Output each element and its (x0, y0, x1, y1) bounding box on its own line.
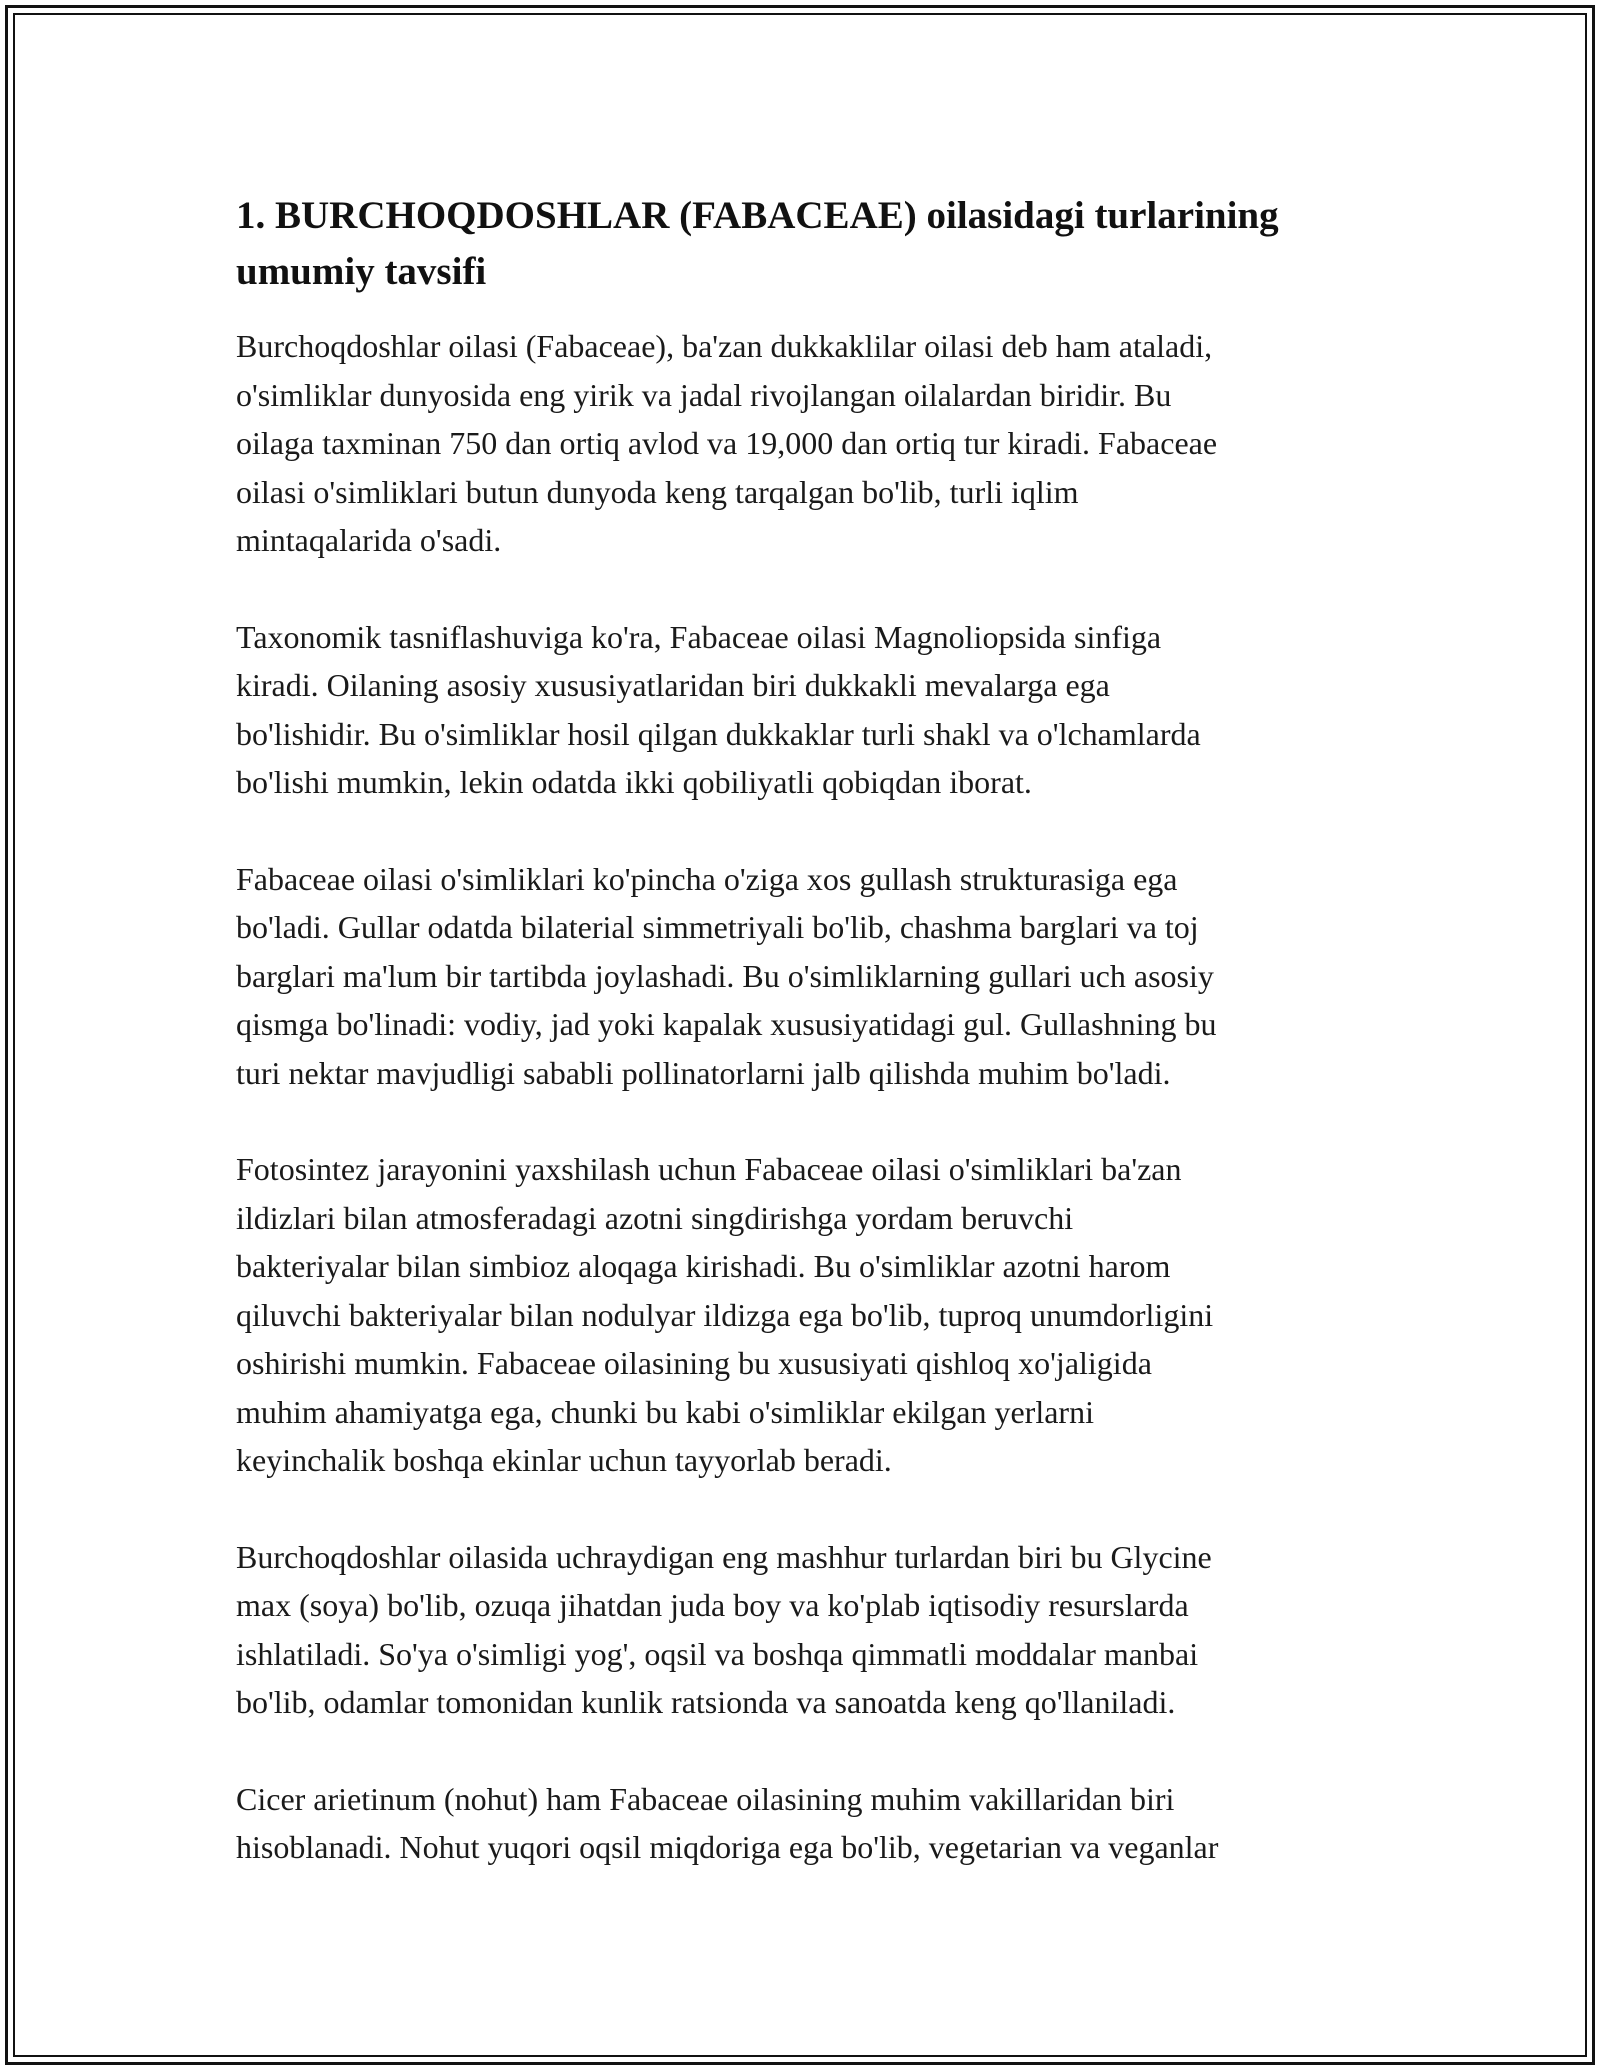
text-line: Fotosintez jarayonini yaxshilash uchun Fabaceae oilasi o'simliklari ba'zan (236, 1151, 1182, 1187)
text-line: kiradi. Oilaning asosiy xususiyatlaridan biri dukkakli mevalarga ega (236, 667, 1110, 703)
document-body (236, 188, 1366, 1920)
text-line: keyinchalik boshqa ekinlar uchun tayyorlab beradi. (236, 1442, 892, 1478)
text-line: mintaqalarida o'sadi. (236, 522, 502, 558)
text-line: oshirishi mumkin. Fabaceae oilasining bu xususiyati qishloq xo'jaligida (236, 1345, 1152, 1381)
title-line: umumiy tavsifi (236, 250, 487, 293)
text-line: Taxonomik tasniflashuviga ko'ra, Fabaceae oilasi Magnoliopsida sinfiga (236, 618, 1162, 655)
text-line: barglari ma'lum bir tartibda joylashadi. Bu o'simliklarning gullari uch asosiy (236, 957, 1214, 994)
paragraph-chickpea (236, 1775, 1366, 1872)
text-line: Burchoqdoshlar oilasi (Fabaceae), ba'zan dukkaklilar oilasi deb ham ataladi, (236, 328, 1213, 364)
paragraph-intro (236, 322, 1366, 565)
paragraph-soybean (236, 1533, 1366, 1727)
text-line: bo'lib, odamlar tomonidan kunlik ratsionda va sanoatda keng qo'llaniladi. (236, 1684, 1176, 1720)
text-line: qismga bo'linadi: vodiy, jad yoki kapalak xususiyatidagi gul. Gullashning bu (236, 1006, 1217, 1042)
text-line: oilasi o'simliklari butun dunyoda keng tarqalgan bo'lib, turli iqlim (236, 473, 1079, 510)
text-line: oilaga taxminan 750 dan ortiq avlod va 19,000 dan ortiq tur kiradi. Fabaceae (236, 425, 1218, 461)
text-line: max (soya) bo'lib, ozuqa jihatdan juda boy va ko'plab iqtisodiy resurslarda (236, 1587, 1189, 1623)
text-line: bo'lishidir. Bu o'simliklar hosil qilgan dukkaklar turli shakl va o'lchamlarda (236, 715, 1201, 752)
text-line: muhim ahamiyatga ega, chunki bu kabi o'simliklar ekilgan yerlarni (236, 1393, 1094, 1430)
text-line: Burchoqdoshlar oilasida uchraydigan eng mashhur turlardan biri bu Glycine (236, 1538, 1212, 1575)
text-line: bo'lishi mumkin, lekin odatda ikki qobiliyatli qobiqdan iborat. (236, 764, 1032, 800)
title-line: 1. BURCHOQDOSHLAR (FABACEAE) oilasidagi turlarining (236, 194, 1279, 237)
text-line: Fabaceae oilasi o'simliklari ko'pincha o'ziga xos gullash strukturasiga ega (236, 860, 1178, 897)
text-line: bakteriyalar bilan simbioz aloqaga kirishadi. Bu o'simliklar azotni harom (236, 1248, 1171, 1284)
text-line: bo'ladi. Gullar odatda bilaterial simmetriyali bo'lib, chashma barglari va toj (236, 909, 1199, 945)
text-line: turi nektar mavjudligi sababli pollinatorlarni jalb qilishda muhim bo'ladi. (236, 1054, 1171, 1091)
paragraph-flowers (236, 855, 1366, 1098)
paragraph-nitrogen (236, 1145, 1366, 1485)
text-line: Cicer arietinum (nohut) ham Fabaceae oilasining muhim vakillaridan biri (236, 1780, 1175, 1817)
section-title (236, 188, 1366, 300)
text-line: hisoblanadi. Nohut yuqori oqsil miqdoriga ega bo'lib, vegetarian va veganlar (236, 1829, 1219, 1865)
text-line: ildizlari bilan atmosferadagi azotni singdirishga yordam beruvchi (236, 1199, 1074, 1236)
text-line: o'simliklar dunyosida eng yirik va jadal rivojlangan oilalardan biridir. Bu (236, 376, 1172, 413)
text-line: qiluvchi bakteriyalar bilan nodulyar ildizga ega bo'lib, tuproq unumdorligini (236, 1296, 1214, 1333)
paragraph-taxonomy (236, 613, 1366, 807)
text-line: ishlatiladi. So'ya o'simligi yog', oqsil va boshqa qimmatli moddalar manbai (236, 1635, 1199, 1672)
